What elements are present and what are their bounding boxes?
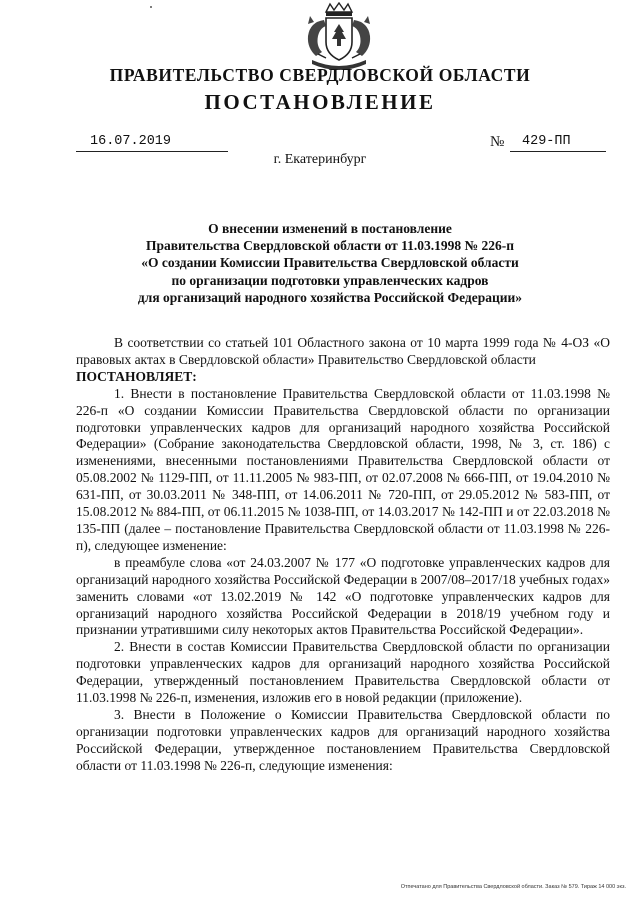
heading-line: «О создании Комиссии Правительства Свердловской области — [141, 255, 519, 271]
number-sign: № — [490, 134, 505, 150]
coat-of-arms-icon — [296, 2, 382, 72]
heading-line: Правительства Свердловской области от 11.03.1998 № 226-п — [145, 238, 515, 254]
scan-speck — [150, 6, 152, 8]
document-heading — [80, 220, 580, 306]
document-body — [76, 335, 610, 775]
document-type: ПОСТАНОВЛЕНИЕ — [204, 90, 436, 114]
document-date: 16.07.2019 — [90, 134, 172, 149]
preamble-paragraph: В соответствии со статьей 101 Областного закона от 10 марта 1999 года № 4-ОЗ «О правовых актах в Свердловской области» Правительство Свердловской области — [76, 335, 610, 367]
paragraph-2: 2. Внести в состав Комиссии Правительства Свердловской области по организации подготовки управленческих кадров для организаций народного хозяйства Российской Федерации, утвержденный постановлением Правительства Свердловской области от 11.03.1998 № 226-п, изменения, изложив его в новой редакции (приложение). — [76, 639, 610, 706]
document-number: 429-ПП — [522, 134, 571, 149]
paragraph-1: 1. Внести в постановление Правительства Свердловской области от 11.03.1998 № 226-п «О создании Комиссии Правительства Свердловской области по организации подготовки управленческих кадров для организаций народного хозяйства Российской Федерации» (Собрание законодательства Свердловской области, 1998, № 3, ст. 186) с изменениями, внесенными постановлениями Правительства Свердловской области от 05.08.2002 № 1129-ПП, от 11.11.2005 № 983-ПП, от 02.07.2008 № 666-ПП, от 19.04.2010 № 631-ПП, от 30.03.2011 № 348-ПП, от 14.06.2011 № 720-ПП, от 29.05.2012 № 583-ПП, от 15.08.2012 № 884-ПП, от 06.11.2015 № 1038-ПП, от 14.03.2017 № 142-ПП и от 22.03.2018 № 135-ПП (далее – постановление Правительства Свердловской области от 11.03.1998 № 226-п), следующее изменение: — [76, 385, 610, 553]
heading-line: О внесении изменений в постановление — [208, 221, 452, 236]
heading-line: по организации подготовки управленческих кадров — [171, 272, 489, 288]
paragraph-3: 3. Внести в Положение о Комиссии Правительства Свердловской области по организации подготовки управленческих кадров для организаций народного хозяйства Российской Федерации, утвержденное постановлением Правительства Свердловской области от 11.03.1998 № 226-п, следующие изменения: — [76, 706, 610, 773]
resolves-label: ПОСТАНОВЛЯЕТ: — [76, 368, 197, 384]
print-footer: Отпечатано для Правительства Свердловской области. Заказ № 579. Тираж 14 000 экз. — [400, 884, 626, 890]
issue-city: г. Екатеринбург — [273, 152, 367, 167]
government-title: ПРАВИТЕЛЬСТВО СВЕРДЛОВСКОЙ ОБЛАСТИ — [109, 65, 531, 85]
heading-line: для организаций народного хозяйства Российской Федерации» — [137, 289, 523, 305]
paragraph-1-sub: в преамбуле слова «от 24.03.2007 № 177 «О подготовке управленческих кадров для организаций народного хозяйства Российской Федерации в 2007/08–2017/18 учебных годах» заменить словами «от 13.02.2019 № 142 «О подготовке управленческих кадров для организаций народного хозяйства Российской Федерации в 2018/19 учебном году и признании утратившими силу некоторых актов Правительства Российской Федерации». — [76, 554, 610, 638]
